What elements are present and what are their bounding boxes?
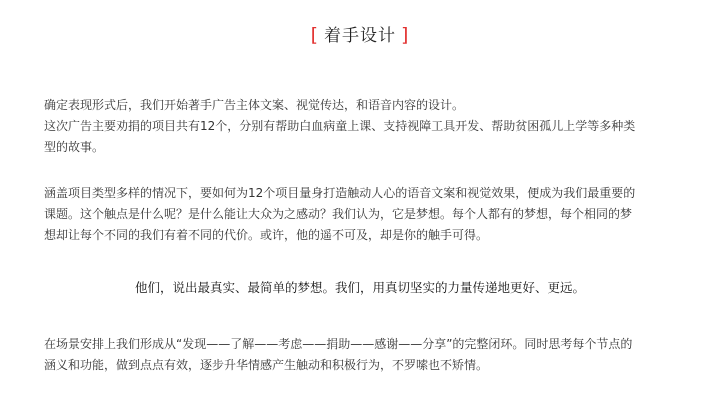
paragraph-line: 涵盖项目类型多样的情况下，要如何为12个项目量身打造触动人心的语音文案和视觉效果，便成为我们最重要的 [44, 186, 636, 200]
title-text: 着手设计 [324, 26, 396, 46]
title-bracket-right: ] [401, 24, 410, 46]
paragraph-line: 确定表现形式后，我们开始著手广告主体文案、视觉传达，和语音内容的设计。 [44, 98, 465, 112]
paragraph-line: 涵义和功能，做到点点有效，逐步升华情感产生触动和积极行为，不罗嗦也不矫情。 [44, 358, 489, 372]
paragraph-intro [44, 95, 684, 158]
paragraph-line: 课题。这个触点是什么呢？是什么能让大众为之感动？我们认为，它是梦想。每个人都有的梦想，每个相同的梦 [44, 207, 633, 221]
paragraph-line: 这次广告主要劝捐的项目共有12个，分别有帮助白血病童上课、支持视障工具开发、帮助贫困孤儿上学等多种类 [44, 119, 636, 133]
title-bracket-left: [ [310, 24, 319, 46]
section-title [0, 22, 720, 49]
paragraph-scene [44, 334, 684, 376]
paragraph-challenge [44, 183, 684, 246]
paragraph-line: 在场景安排上我们形成从“发现——了解——考虑——捐助——感谢——分享”的完整闭环。同时思考每个节点的 [44, 337, 633, 351]
paragraph-line: 型的故事。 [44, 140, 105, 154]
paragraph-line: 想却让每个不同的我们有着不同的代价。或许，他的遥不可及，却是你的触手可得。 [44, 228, 489, 242]
highlight-quote: 他们，说出最真实、最简单的梦想。我们，用真切坚实的力量传递地更好、更远。 [134, 280, 585, 295]
